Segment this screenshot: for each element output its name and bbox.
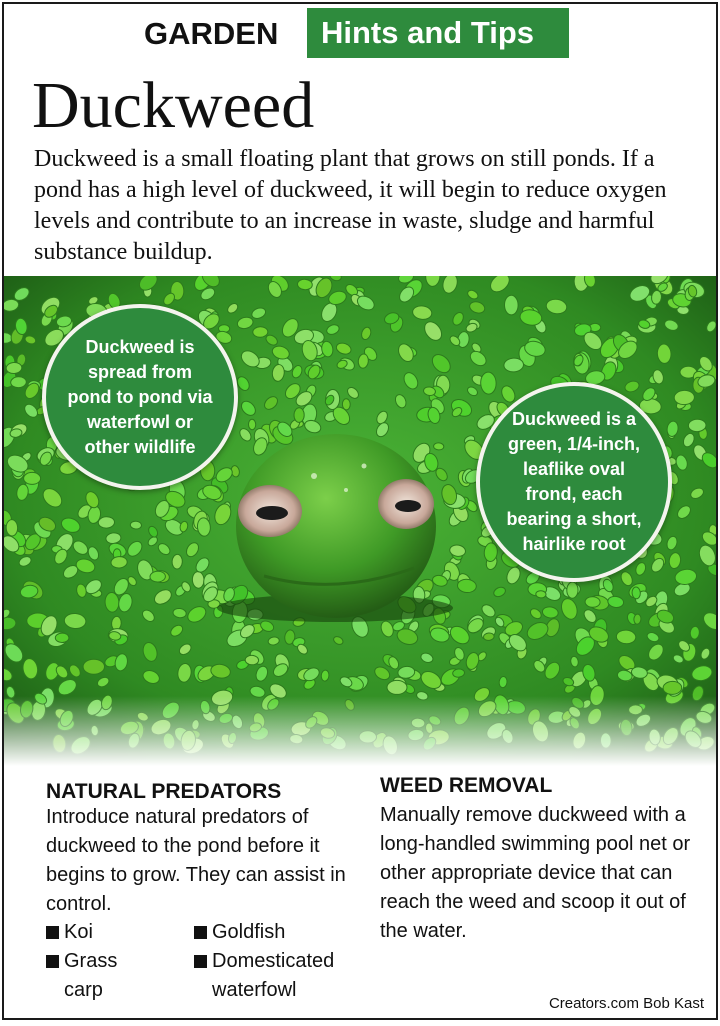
duckweed-leaf — [433, 443, 444, 451]
credit-line: Creators.com Bob Kast — [548, 995, 704, 1012]
duckweed-leaf — [480, 372, 496, 395]
duckweed-leaf — [248, 419, 255, 430]
predator-item — [194, 918, 285, 947]
garden-label: GARDEN — [144, 16, 279, 51]
duckweed-leaf — [294, 408, 304, 423]
header — [4, 8, 716, 60]
duckweed-leaf — [567, 582, 578, 598]
hints-banner: Hints and Tips — [307, 8, 569, 58]
duckweed-leaf — [634, 614, 642, 624]
duckweed-leaf — [688, 419, 706, 432]
removal-heading: WEED REMOVAL — [380, 774, 553, 797]
predator-item — [194, 947, 364, 1005]
duckweed-leaf — [150, 571, 166, 583]
removal-text: Manually remove duckweed with a long-handled swimming pool net or other appropriate device that can reach the weed and scoop it out of the water. — [380, 804, 691, 942]
duckweed-leaf — [245, 655, 259, 665]
predator-item-label: Domesticated waterfowl — [212, 950, 335, 1001]
bullet-square-icon — [46, 955, 59, 968]
page-title: Duckweed — [32, 69, 315, 142]
duckweed-leaf — [10, 376, 26, 388]
predators-text: Introduce natural predators of duckweed to the pond before it begins to grow. They can assist in control. — [46, 806, 346, 915]
predators-heading: NATURAL PREDATORS — [46, 780, 282, 803]
duckweed-leaf — [98, 516, 115, 528]
bullet-square-icon — [194, 955, 207, 968]
duckweed-leaf — [6, 519, 18, 536]
predator-item-label: Grass carp — [64, 950, 118, 1001]
duckweed-leaf — [674, 390, 695, 405]
hints-card — [2, 2, 718, 1020]
predator-item — [46, 918, 93, 947]
duckweed-leaf — [663, 681, 682, 695]
duckweed-leaf — [585, 596, 601, 607]
duckweed-leaf — [632, 587, 641, 599]
bullet-square-icon — [194, 926, 207, 939]
duckweed-leaf — [253, 327, 268, 338]
duckweed-leaf — [24, 472, 41, 484]
duckweed-leaf — [504, 295, 518, 315]
duckweed-leaf — [536, 590, 547, 598]
duckweed-leaf — [342, 399, 350, 410]
duckweed-leaf — [83, 659, 104, 674]
bullet-square-icon — [46, 926, 59, 939]
callout-spread: Duckweed is spread from pond to pond via waterfowl or other wildlife — [42, 304, 238, 490]
predator-item-label: Koi — [64, 921, 93, 943]
duckweed-leaf — [172, 554, 183, 569]
predator-item — [46, 947, 117, 1005]
intro-text: Duckweed is a small floating plant that grows on still ponds. If a pond has a high level of duckweed, it will begin to reduce oxygen levels and contribute to an increase in waste, sludge and harmful substance buildup. — [34, 146, 667, 265]
duckweed-leaf — [55, 633, 69, 643]
callout-description: Duckweed is a green, 1/4-inch, leaflike oval frond, each bearing a short, hairlike root — [476, 382, 672, 582]
duckweed-leaf — [192, 571, 204, 588]
duckweed-leaf — [130, 521, 142, 530]
predator-item-label: Goldfish — [212, 921, 286, 943]
duckweed-leaf — [387, 680, 407, 694]
